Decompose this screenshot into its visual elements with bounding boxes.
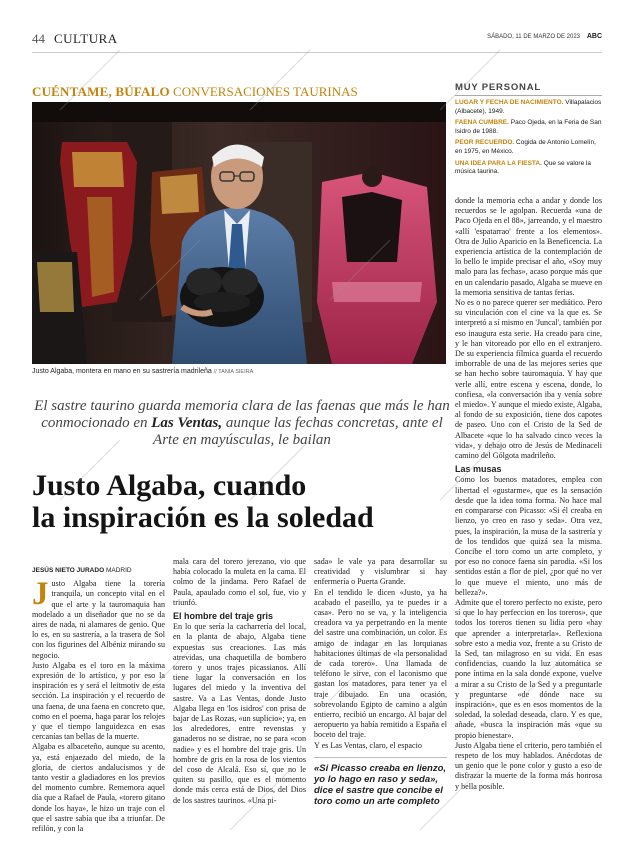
- sidebar-item-text: Villapalacios (Albacete), 1949.: [455, 99, 602, 115]
- sidebar-item: [455, 160, 602, 177]
- section-name: CULTURA: [54, 31, 118, 46]
- pink-jacket-right: [317, 167, 437, 364]
- issue-date: SÁBADO, 11 DE MARZO DE 2023: [487, 34, 580, 40]
- paragraph: Justo Algaba tiene el criterio, pero también el respeto de los muy hablados. Anécdotas de un genio que le pone color y gusto a eso de disfrazar la muerte de la forma más honrosa y bella posible.: [455, 740, 602, 791]
- byline-location: MADRID: [105, 567, 132, 574]
- paragraph: Y es Las Ventas, claro, el espacio: [314, 740, 422, 750]
- paragraph: donde la memoria echa a andar y donde los recuerdos se le agolpan. Recuerda «una de Paco Ojeda en el 88», jarreando, y el maestro «allí 'espatarrao' frente a los elementos». Otra de Julio Aparicio en la Beneficencia. La experiencia artística de la contemplación de lo bello le impide precisar el año, «Soy muy malo para las fechas», acaso porque más que en un calendario pasado, Algaba se mueve en la memoria sensitiva de tantas ferias.: [455, 196, 602, 297]
- kicker-strong: CUÉNTAME, BÚFALO: [32, 84, 170, 99]
- subtitle-part-2: aunque las fechas concretas, ante el Arte en mayúsculas, le bailan: [153, 415, 443, 448]
- photo-credit: // TANIA SIEIRA: [213, 369, 254, 375]
- paragraph: No es o no parece querer ser mediático. Pero su vinculación con el cine va la que es. Se interpretó a sí mismo en 'Juncal', también por eso inaugura esta serie. Ha creado para cine, y le han vitoreado por ello en el extranjero. De su experiencia fílmica guarda el recuerdo imborrable de una de las mejores series que se han hecho sobre tauromaquia. Y hay que verle allí, entre escena y escena, donde, lo confiesa, «la conversación iba y venía sobre el miedo». Y aunque el miedo existe, Algaba, al fondo de su exposición, tiene dos capotes de paseo. Uno con el Cristo de la Sed de Albacete «que lo ha salvado cinco veces la vida», y debajo otro de Jesús de Medinaceli camino del Gólgota madrileño.: [455, 298, 602, 461]
- paragraph: Algaba es albaceteño, aunque su acento, ya, está enjaezado del miedo, de la gloria, de ciertos andalucismos y de tanto vestir a gladiadores en los previos del momento cumbre. Rememora aquel día que a Rafael de Paula, «torero gitano donde los haya», le hizo un traje con el que el sastre sabía que iba a triunfar. De refilón, y con la: [32, 742, 165, 834]
- byline: [32, 566, 165, 576]
- subtitle-emphasis: Las Ventas,: [151, 415, 223, 431]
- sidebar-item-text: Que se valore la música taurina.: [455, 159, 592, 176]
- main-photo: [32, 102, 446, 364]
- montera-hat: [180, 267, 264, 327]
- caption-text: Justo Algaba, montera en mano en su sastrería madrileña: [32, 368, 212, 375]
- sidebar-item-text: Paco Ojeda, en la Feria de San Isidro de 1988.: [455, 119, 602, 135]
- paragraph: sada» le vale ya para desarrollar su creatividad y vislumbrar si hay enfermería o Puerta Grande.: [314, 557, 447, 587]
- paragraph: [32, 576, 165, 661]
- article-column-3: [314, 557, 447, 807]
- paragraph: En el tendido le dicen «Justo, ya ha acabado el paseillo, ya te puedes ir a casa». Pero no se va, y la inteligencia creadora va ya perpetrando en la mente del sastre una combinación, un color. Es amigo de indagar en las lorquianas habitaciones últimas de «la personalidad de cada torero». Una llamada de teléfono le sirve, con el laconismo que gastan los matadores, para tener ya el traje dibujado. En una ocasión, sobrevolando Egipto de camino a algún entierro, recibió un encargo. Al bajar del aeropuerto ya había remitido a España el boceto del traje.: [314, 587, 447, 740]
- headline-line-2: la inspiración es la soledad: [32, 501, 374, 534]
- section-subhead: Las musas: [455, 464, 502, 475]
- header-divider: [32, 52, 602, 53]
- sidebar-item-label: PEOR RECUERDO.: [455, 139, 515, 147]
- paragraph: En lo que sería la cacharrería del local, en la planta de abajo, Algaba tiene expuestas sus creaciones. Las más atrevidas, una chaquetilla de bombero torero y unos trajes picassianos. Allí tiene lugar la conversación en los lugares del miedo y la inventiva del sastre. Va a Las Ventas, donde Justo Algaba llega en 'los isidros' con prisa de bajar de Las Rozas, «un suplicio»; ya, en los alrededores, entre revenstas y ganaderos no se distrae, no se para «con nadie» y es el hombre del traje gris. Un hombre de gris en la rosa de los vientos del coso de Alcalá. Eso sí, que no le quiten su pasillo, que es el momento donde más cerca está de Dios, del Dios de los sastres taurinos. «Una pi-: [173, 622, 306, 805]
- sidebar-item-label: LUGAR Y FECHA DE NACIMIENTO.: [455, 99, 564, 106]
- article-column-1: [32, 566, 165, 834]
- photo-illustration: [32, 102, 446, 364]
- article-headline: [32, 470, 452, 534]
- article-subtitle: [32, 398, 452, 449]
- sidebar-muy-personal: [455, 82, 602, 180]
- brand-label: ABC: [586, 33, 602, 40]
- kicker-rest: CONVERSACIONES TAURINAS: [173, 84, 358, 99]
- sidebar-item: [455, 119, 602, 136]
- sidebar-item-label: FAENA CUMBRE.: [455, 119, 509, 127]
- page-header: [32, 31, 602, 49]
- paragraph-text: usto Algaba tiene la torería tranquila, un concepto vital en el que el arte y la tauromaquia han modelado a un diseñador que no se da aires de nada, ni alamares de genio. Que lo es, en su sastrería, a la trasera de Sol con los figurines del Albéniz mirando su negocio.: [32, 579, 165, 660]
- sidebar-title: MUY PERSONAL: [455, 82, 602, 96]
- photo-caption: [32, 368, 446, 375]
- byline-author: JESÚS NIETO JURADO: [32, 567, 105, 574]
- sidebar-item-label: UNA IDEA PARA LA FIESTA.: [455, 159, 542, 167]
- paragraph: Admite que el torero perfecto no existe, pero sí que lo hay perfeccion en los toreros», que todos los toreros tienen su lidia pero «hay que aprender a interpretarla». Reflexiona sobre esto a media voz, frente a su Cristo de la Sed, tan milagroso en su vida. En esas confidencias, cuando la luz automática se pone íntima en la sala donde expone, vuelve a mirar a su Cristo de la Sed y a preguntarle y preguntarse «de dónde nace su inspiración», que es en esos momentos de la soledad, la soledad deseada, claro. Y es que, añade, «busca la inspiración más «que su propio bienestar».: [455, 597, 602, 740]
- drop-cap: J: [32, 576, 49, 613]
- paragraph: Como los buenos matadores, emplea con libertad el «gustarme», que es la sensación desde que la idea toma forma. No hace mal en compararse con Picasso: «Si él creaba en lienzo, yo creo en raso y seda». Otra vez, pues, la inspiración, la musa de la sastrería y de los tendidos que quizá sea la misma. Concibe el toro como un arte completo, y por eso no conoce faena sin parodia. «Si los sentidos están a flor de piel, ¿por qué no ver lo que mueve el miento, uno más de belleza?».: [455, 475, 602, 597]
- paragraph: mala cara del torero jerezano, vio que había colocado la muleta en la cama. El colmo de la jindama. Pero Rafael de Paula, apaulado como el sol, fue, vio y triunfó.: [173, 557, 306, 607]
- series-kicker: [32, 84, 452, 100]
- headline-line-1: Justo Algaba, cuando: [32, 469, 307, 502]
- article-column-2: [173, 557, 306, 806]
- sidebar-item: [455, 139, 602, 156]
- article-column-4: [455, 196, 602, 792]
- paragraph: Justo Algaba es el toro en la máxima expresión de lo artístico, y por eso la inspiración es y será el leitmotiv de esta sección. La inspiración y el recuerdo de una faena, de una faena en concreto que, como en el poema, haga parar los relojes y que el tiempo languidezca en esas cercanías tan bellas de la muerte.: [32, 660, 165, 742]
- sidebar-item: [455, 99, 602, 116]
- sidebar-item-text: Cogida de Antonio Lomelín, en 1975, en México.: [455, 139, 596, 155]
- pull-quote: «Si Picasso creaba en lienzo, yo lo hago en raso y seda», dice el sastre que concibe el toro como un arte completo: [314, 757, 447, 807]
- subtitle-part-1: El sastre taurino guarda memoria clara de las faenas que más le han conmocionado en: [34, 398, 450, 431]
- section-subhead: El hombre del traje gris: [173, 611, 274, 622]
- page-number: 44: [32, 31, 45, 46]
